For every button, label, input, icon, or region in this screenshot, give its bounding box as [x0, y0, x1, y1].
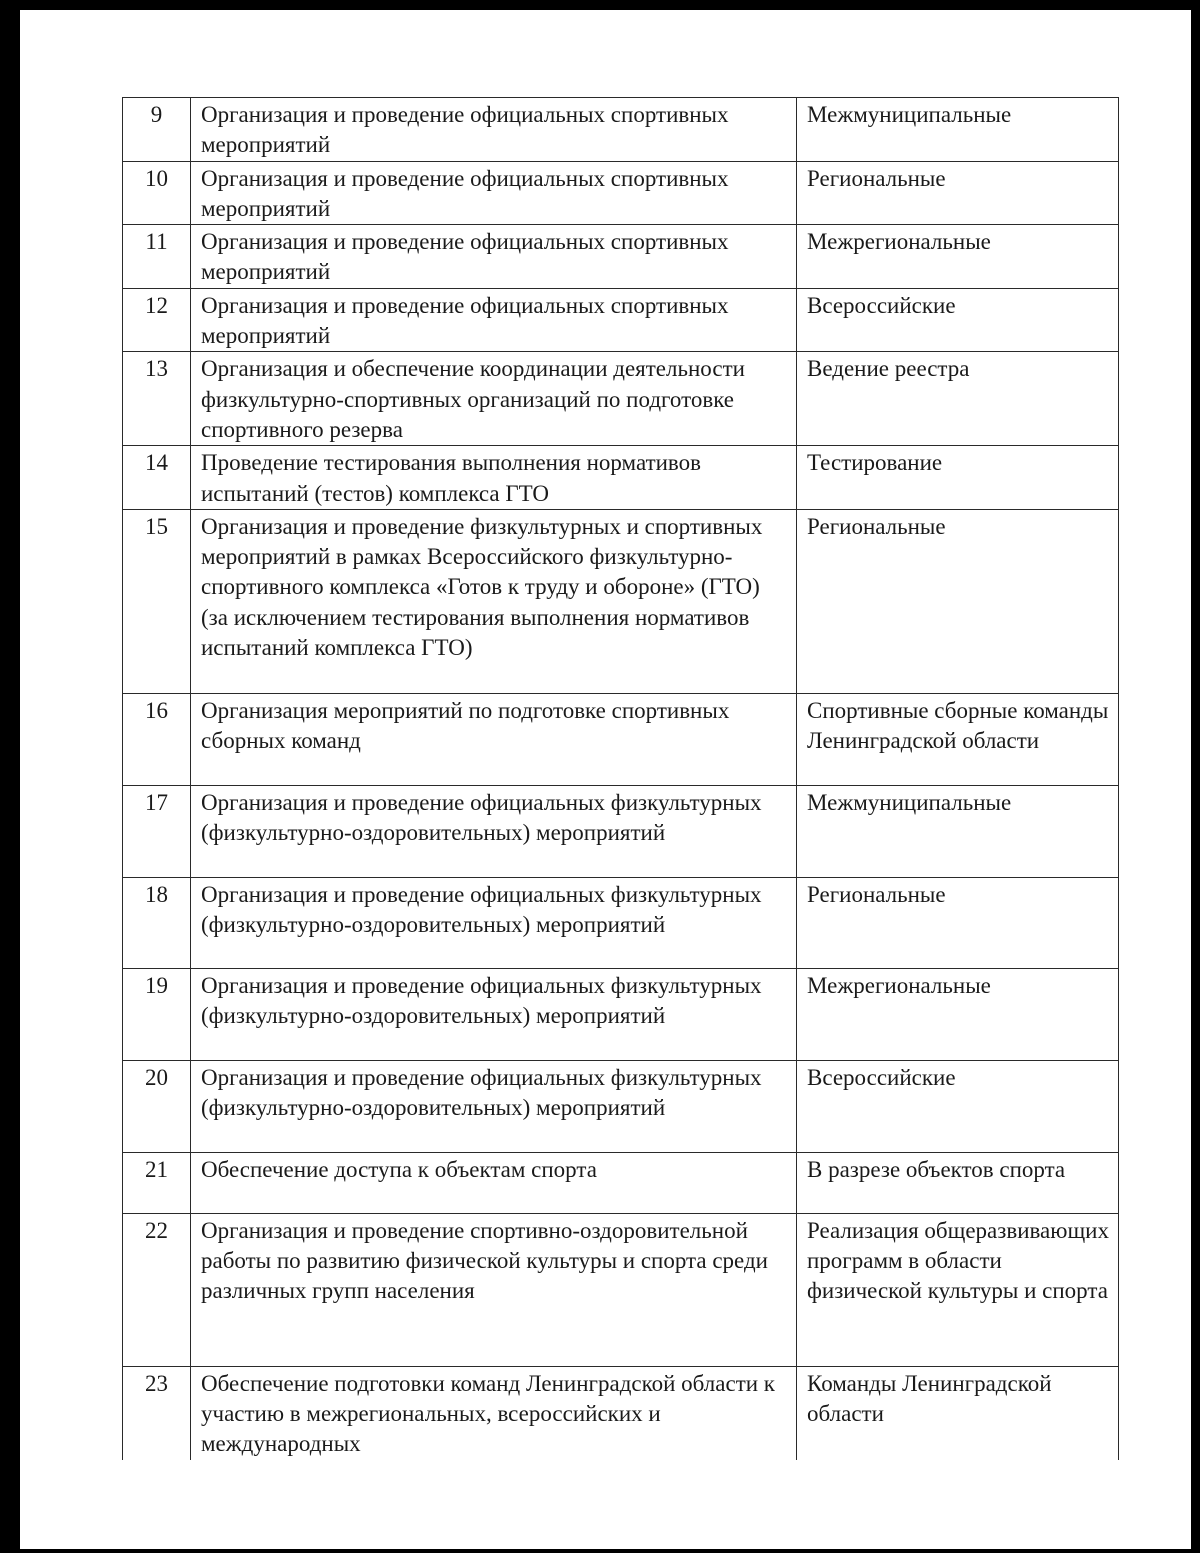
row-number: 14 — [123, 446, 191, 510]
table-row — [123, 352, 1119, 446]
row-number: 23 — [123, 1366, 191, 1459]
row-number: 9 — [123, 98, 191, 162]
row-type: Команды Ленинградской области — [797, 1366, 1119, 1459]
row-type: Всероссийские — [797, 288, 1119, 352]
table-row — [123, 1213, 1119, 1366]
row-number: 12 — [123, 288, 191, 352]
row-description: Организация и проведение официальных спортивных мероприятий — [191, 288, 797, 352]
table-row — [123, 161, 1119, 225]
table-row — [123, 509, 1119, 693]
table-row — [123, 1060, 1119, 1152]
row-number: 17 — [123, 785, 191, 877]
row-number: 21 — [123, 1152, 191, 1213]
table-row — [123, 693, 1119, 785]
row-description: Обеспечение доступа к объектам спорта — [191, 1152, 797, 1213]
row-number: 11 — [123, 225, 191, 289]
row-description: Организация и проведение спортивно-оздоровительной работы по развитию физической культуры и спорта среди различных групп населения — [191, 1213, 797, 1366]
table-row — [123, 225, 1119, 289]
table-row — [123, 968, 1119, 1060]
row-description: Организация и проведение официальных физкультурных (физкультурно-оздоровительных) мероприятий — [191, 785, 797, 877]
row-type: Спортивные сборные команды Ленинградской области — [797, 693, 1119, 785]
row-number: 20 — [123, 1060, 191, 1152]
row-description: Организация и проведение официальных физкультурных (физкультурно-оздоровительных) мероприятий — [191, 968, 797, 1060]
row-number: 18 — [123, 877, 191, 968]
row-description: Организация и проведение официальных физкультурных (физкультурно-оздоровительных) мероприятий — [191, 1060, 797, 1152]
table-row — [123, 877, 1119, 968]
row-type: Межмуниципальные — [797, 98, 1119, 162]
row-number: 13 — [123, 352, 191, 446]
row-type: Всероссийские — [797, 1060, 1119, 1152]
row-number: 16 — [123, 693, 191, 785]
row-number: 15 — [123, 509, 191, 693]
table-row — [123, 785, 1119, 877]
row-type: В разрезе объектов спорта — [797, 1152, 1119, 1213]
scan-border-bottom — [0, 1549, 1200, 1553]
row-description: Организация мероприятий по подготовке спортивных сборных команд — [191, 693, 797, 785]
row-number: 22 — [123, 1213, 191, 1366]
scan-border-right — [1191, 0, 1200, 1553]
table-row — [123, 288, 1119, 352]
row-description: Организация и обеспечение координации деятельности физкультурно-спортивных организаций по подготовке спортивного резерва — [191, 352, 797, 446]
row-description: Организация и проведение официальных спортивных мероприятий — [191, 225, 797, 289]
row-type: Ведение реестра — [797, 352, 1119, 446]
scan-border-top — [0, 0, 1200, 10]
table-row — [123, 98, 1119, 162]
row-number: 10 — [123, 161, 191, 225]
scan-border-left — [0, 0, 20, 1553]
row-type: Межрегиональные — [797, 225, 1119, 289]
row-type: Межрегиональные — [797, 968, 1119, 1060]
row-type: Тестирование — [797, 446, 1119, 510]
services-table — [122, 97, 1119, 1460]
row-description: Организация и проведение официальных физкультурных (физкультурно-оздоровительных) мероприятий — [191, 877, 797, 968]
row-description: Организация и проведение официальных спортивных мероприятий — [191, 161, 797, 225]
row-description: Обеспечение подготовки команд Ленинградской области к участию в межрегиональных, всероссийских и международных — [191, 1366, 797, 1459]
row-type: Региональные — [797, 161, 1119, 225]
row-description: Организация и проведение физкультурных и спортивных мероприятий в рамках Всероссийского физкультурно-спортивного комплекса «Готов к труду и обороне» (ГТО) (за исключением тестирования выполнения нормативов испытаний комплекса ГТО) — [191, 509, 797, 693]
table-row — [123, 1366, 1119, 1459]
row-description: Проведение тестирования выполнения нормативов испытаний (тестов) комплекса ГТО — [191, 446, 797, 510]
row-type: Региональные — [797, 509, 1119, 693]
table-row — [123, 446, 1119, 510]
table-row — [123, 1152, 1119, 1213]
row-type: Региональные — [797, 877, 1119, 968]
row-description: Организация и проведение официальных спортивных мероприятий — [191, 98, 797, 162]
row-number: 19 — [123, 968, 191, 1060]
row-type: Реализация общеразвивающих программ в области физической культуры и спорта — [797, 1213, 1119, 1366]
row-type: Межмуниципальные — [797, 785, 1119, 877]
